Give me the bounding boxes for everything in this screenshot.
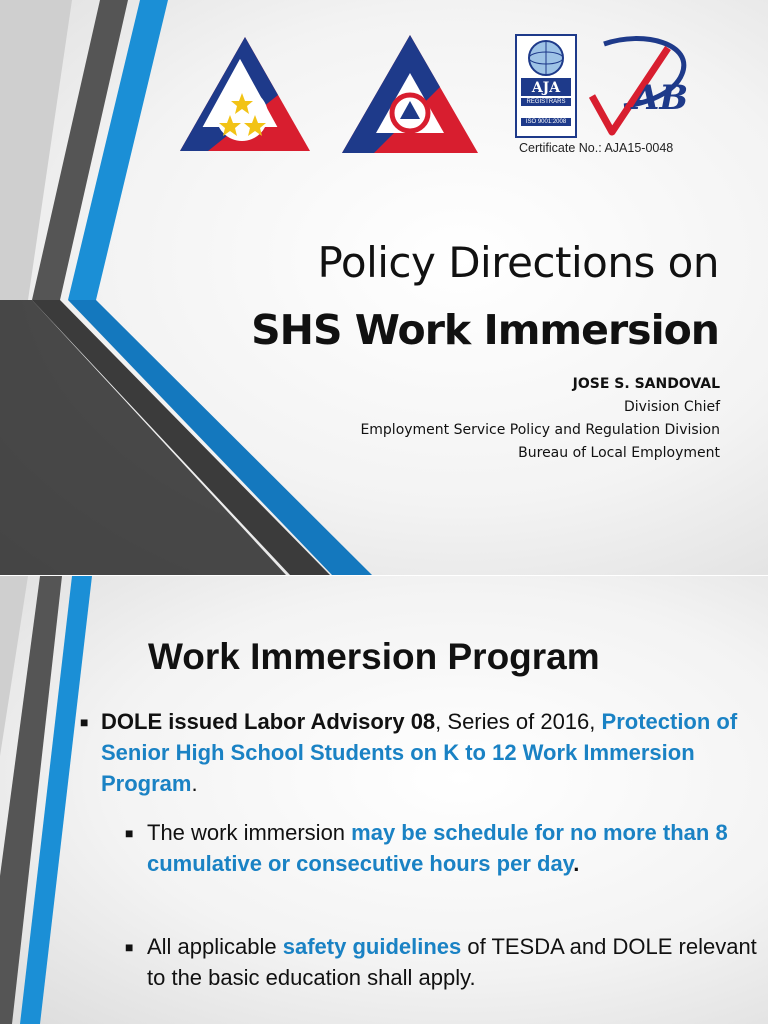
presenter-position: Division Chief	[624, 399, 720, 415]
presenter-name: JOSE S. SANDOVAL	[572, 376, 720, 392]
bullet3-normal1: All applicable	[147, 934, 283, 959]
bullet1-end: .	[191, 771, 198, 796]
bullet2-blue: may be schedule for no more than 8 cumulative or consecutive hours per day	[147, 820, 728, 876]
certificate-number: Certificate No.: AJA15-0048	[519, 141, 674, 155]
bullet2-normal: The work immersion	[147, 820, 352, 845]
dole-triangle-logo-icon	[340, 33, 480, 155]
bullet3-blue: safety guidelines	[282, 934, 462, 959]
bullet3-normal2: of TESDA and DOLE relevant to the basic education shall apply.	[147, 934, 757, 990]
presenter-bureau: Bureau of Local Employment	[518, 445, 720, 461]
bullet-square-icon: ■	[125, 825, 134, 841]
presenter-division: Employment Service Policy and Regulation Division	[360, 422, 720, 438]
bullet2-end: .	[573, 851, 580, 876]
title-line-1: Policy Directions on	[317, 238, 719, 287]
jab-logo-text: AB	[633, 78, 689, 118]
bullet-square-icon: ■	[80, 714, 89, 730]
bullet-square-icon: ■	[125, 939, 134, 955]
bullet-labor-advisory	[80, 706, 766, 799]
bullet-safety-guidelines	[125, 931, 767, 993]
aja-iso-text: ISO 9001:2008	[525, 119, 567, 125]
bullet-work-hours	[125, 817, 747, 879]
bullet1-bold: DOLE issued Labor Advisory 08	[101, 709, 436, 734]
presenter-block	[360, 373, 720, 465]
bullet1-normal: , Series of 2016,	[435, 709, 596, 734]
bullet1-blue: Protection of Senior High School Students on K to 12 Work Immersion Program	[101, 709, 738, 796]
title-line-2: SHS Work Immersion	[251, 306, 719, 354]
dole-stars-logo-icon	[178, 35, 312, 153]
slide-title: Work Immersion Program	[148, 636, 600, 677]
aja-logo-text: AJA	[531, 80, 561, 96]
aja-logo-subtext: REGISTRARS	[526, 99, 566, 105]
